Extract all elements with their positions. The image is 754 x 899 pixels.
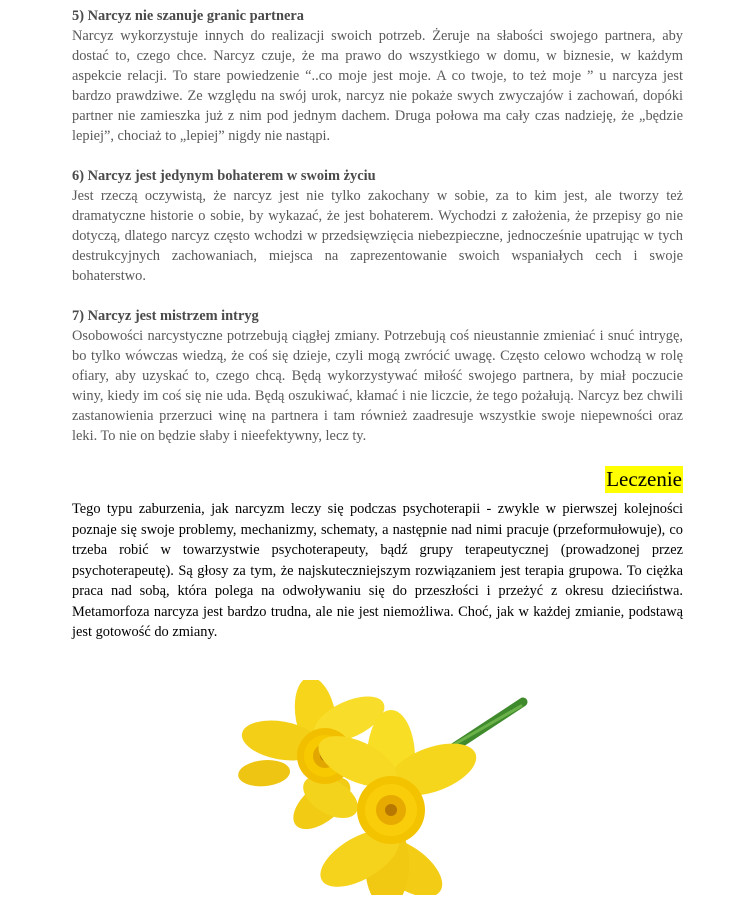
section-7 — [72, 306, 683, 446]
treatment-heading: Leczenie — [606, 467, 682, 491]
section-6 — [72, 166, 683, 286]
section-5-title: 5) Narcyz nie szanuje granic partnera — [72, 8, 304, 24]
section-5 — [72, 6, 683, 146]
document-page — [72, 6, 683, 643]
section-7-text: Osobowości narcystyczne potrzebują ciągłej zmiany. Potrzebują coś nieustannie zmieniać i snuć intrygę, bo tylko wówczas wiedzą, że coś się dzieje, czyli mogą zwrócić uwagę. Często celowo wchodzą w rolę ofiary, aby uzyskać to, czego chcą. Będą wykorzystywać miłość swojego partnera, by miał poczucie winy, kiedy im coś się nie uda. Będą oszukiwać, kłamać i nie liczcie, że tego pożałują. Narcyz bez chwili zastanowienia przerzuci winę na partnera i tam również zaadresuje wszystkie swoje niepewności oraz leki. To nie on będzie słaby i nieefektywny, lecz ty. — [72, 328, 683, 444]
treatment-text: Tego typu zaburzenia, jak narcyzm leczy się podczas psychoterapii - zwykle w pierwszej kolejności poznaje się swoje problemy, mechanizmy, schematy, a następnie nad nimi pracuje (przeformułowuje), co trzeba robić w towarzystwie psychoterapeuty, bądź grupy terapeutycznej (prowadzonej przez psychoterapeutę). Są głosy za tym, że najskuteczniejszym rozwiązaniem jest terapia grupowa. To ciężka praca nad sobą, która polega na odwoływaniu się do przeszłości i przeżyć z okresu dzieciństwa. Metamorfoza narcyza jest bardzo trudna, ale nie jest niemożliwa. Choć, jak w każdej zmianie, podstawą jest gotowość do zmiany. — [72, 501, 683, 640]
section-6-text: Jest rzeczą oczywistą, że narcyz jest nie tylko zakochany w sobie, za to kim jest, ale tworzy też dramatyczne historie o sobie, by wykazać, że jest bohaterem. Wychodzi z założenia, że przepisy go nie dotyczą, dlatego narcyz często wchodzi w przedsięwzięcia niebezpieczne, jednocześnie upatrując w tych destrukcyjnych zachowaniach, miejsca na zaprezentowanie swoich wspaniałych cech i swoje bohaterstwo. — [72, 188, 683, 284]
section-7-title: 7) Narcyz jest mistrzem intryg — [72, 308, 259, 324]
daffodil-image — [205, 680, 545, 895]
treatment-heading-row — [72, 466, 683, 493]
section-6-title: 6) Narcyz jest jedynym bohaterem w swoim życiu — [72, 168, 376, 184]
section-5-text: Narcyz wykorzystuje innych do realizacji swoich potrzeb. Żeruje na słabości swojego partnera, aby dostać to, czego chce. Narcyz czuje, że ma prawo do wszystkiego w domu, w biznesie, w każdym aspekcie relacji. To stare powiedzenie “..co moje jest moje. A co twoje, to też moje ” u narcyza jest bardzo prawdziwe. Ze względu na swój urok, narcyz nie pokaże swych zwyczajów i zachowań, dopóki partner nie zamieszka już z nim pod jednym dachem. Druga połowa ma cały czas nadzieję, że „będzie lepiej”, chociaż to „lepiej” nigdy nie nastąpi. — [72, 28, 683, 144]
stem-icon — [453, 702, 523, 748]
